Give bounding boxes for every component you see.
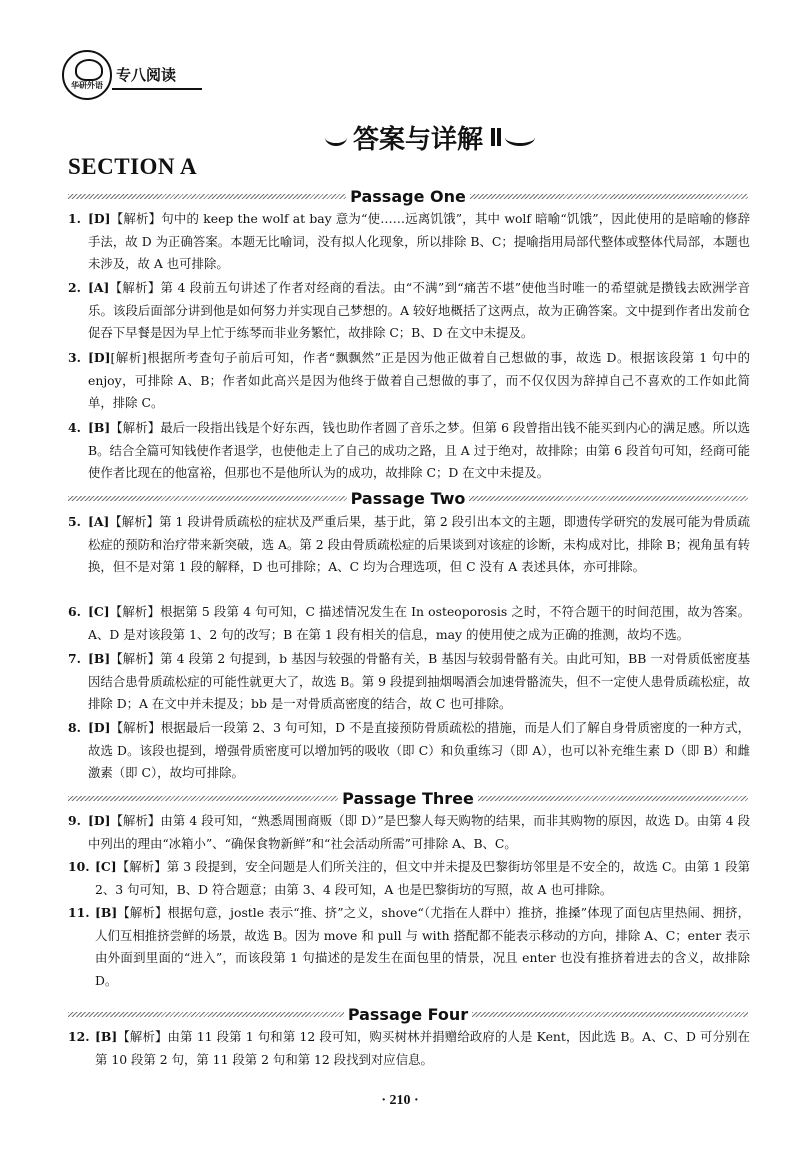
passage-title: Passage Three (342, 788, 474, 808)
question-number: 8. (68, 720, 81, 735)
banner-swash-right-icon (505, 129, 535, 146)
passage-heading (68, 185, 748, 207)
book-title: 专八阅读 (116, 66, 177, 84)
answer-item (68, 810, 750, 855)
analysis-text: 第 3 段提到，安全问题是人们所关注的，但文中并未提及巴黎街坊邻里是不安全的，故选 C。由第 1 段第 2、3 句可知，B、D 符合题意；由第 3、4 段可知，A 也是巴黎街坊的写照，故 A 也可排除。 (95, 859, 750, 897)
answer-key: [D] (88, 720, 111, 735)
answer-item (68, 277, 750, 345)
analysis-text: 第 4 段第 2 句提到，b 基因与较强的骨骼有关，B 基因与较弱骨骼有关。由此可知，BB 一对骨质低密度基因结合患骨质疏松症的可能性就更大了，故选 B。第 9 段提到抽烟喝酒会加速骨骼流失，但不一定使人患骨质疏松症，故排除 D；A 在文中并未提及；bb 是一对骨质高密度的结合，故 C 也可排除。 (88, 651, 751, 711)
analysis-text: 最后一段指出钱是个好东西，钱也助作者圆了音乐之梦。但第 6 段曾指出钱不能买到内心的满足感。所以选 B。结合全篇可知钱使作者退学，也使他走上了自己的成功之路，且 A 过于绝对，故排除；由第 6 段首句可知，经商可能使作者比现在的他富裕，但那也不是他所认为的成功，故排除 C；D 在文中未提及。 (88, 420, 750, 480)
banner-bars-icon (491, 128, 501, 146)
analysis-tag: 【解析】 (117, 1029, 168, 1044)
hatch-divider (470, 194, 748, 199)
passage-heading (68, 787, 748, 809)
hatch-divider (478, 796, 748, 801)
analysis-text: 根据句意，jostle 表示“推、挤”之义，shove“（尤指在人群中）推挤，推搡”体现了面包店里热闹、拥挤，人们互相推挤尝鲜的场景，故选 B。因为 move 和 pull 与 with 搭配都不能表示移动的方向，排除 A、C；enter 表示由外面到里面的“进入”，而该段第 1 句描述的是发生在面包里的情景，况且 enter 也没有推挤着进去的含义，故排除 D。 (95, 905, 750, 988)
question-number: 7. (68, 651, 81, 666)
hatch-divider (469, 496, 748, 501)
question-number: 6. (68, 604, 81, 619)
publisher-logo (62, 50, 112, 100)
passage-title: Passage Two (350, 488, 466, 508)
analysis-tag: 【解析】 (110, 720, 161, 735)
passage-heading (68, 1003, 748, 1025)
question-number: 5. (68, 514, 81, 529)
analysis-tag: 【解析】 (116, 859, 167, 874)
banner-swash-left-icon (325, 129, 347, 146)
question-number: 9. (68, 813, 81, 828)
analysis-text: 第 4 段前五句讲述了作者对经商的看法。由“不满”到“痛苦不堪”使他当时唯一的希望就是攒钱去欧洲学音乐。该段后面部分讲到他是如何努力并实现自己梦想的。A 较好地概括了这两点，故为正确答案。文中提到作者出发前仓促吞下早餐是因为早上忙于练琴而非业务繁忙，故排除 C；B、D 在文中未提及。 (88, 280, 750, 340)
question-number: 2. (68, 280, 81, 295)
answer-item (68, 648, 750, 716)
answer-key: [C] (88, 604, 110, 619)
answer-item (68, 208, 750, 276)
answer-item (68, 856, 750, 901)
header-rule (112, 88, 202, 90)
question-number: 3. (68, 350, 81, 365)
answer-key: [A] (88, 280, 110, 295)
answer-key: [B] (88, 651, 111, 666)
hatch-divider (472, 1012, 748, 1017)
hatch-divider (68, 194, 346, 199)
answer-key: [B] (95, 1029, 118, 1044)
answer-key: [C] (95, 859, 117, 874)
analysis-text: 由第 4 段可知，“熟悉周围商贩（即 D）”是巴黎人每天购物的结果，而非其购物的原因，故选 D。由第 4 段中列出的理由“冰箱小”、“确保食物新鲜”和“社会活动所需”可排除 A、B、C。 (88, 813, 750, 851)
passage-heading (68, 487, 748, 509)
page-number: · 210 · (381, 1093, 419, 1108)
analysis-tag: 【解析】 (110, 813, 161, 828)
hatch-divider (68, 496, 347, 501)
answer-item (68, 511, 750, 579)
hatch-divider (68, 796, 338, 801)
analysis-text: 第 1 段讲骨质疏松的症状及严重后果，基于此，第 2 段引出本文的主题，即遗传学研究的发展可能为骨质疏松症的预防和治疗带来新突破，选 A。第 2 段由骨质疏松症的后果谈到对该症的诊断，未构成对比，排除 B；视角虽有转换，但不是对第 1 段的解释，D 也可排除；A、C 均为合理选项，但 C 没有 A 表述具体，亦可排除。 (88, 514, 750, 574)
logo-text: 华研外语 (71, 81, 103, 90)
analysis-tag: 【解析】 (109, 604, 161, 619)
analysis-tag: 【解析】 (110, 420, 161, 435)
answer-key: [D] (88, 350, 111, 365)
analysis-text: 句中的 keep the wolf at bay 意为“使……远离饥饿”，其中 wolf 暗喻“饥饿”，因此使用的是暗喻的修辞手法，故 D 为正确答案。本题无比喻词，没有拟人化现象，所以排除 B、C；提喻指用局部代整体或整体代局部，本题也未涉及，故 A 也可排除。 (88, 211, 750, 271)
question-number: 12. (68, 1029, 90, 1044)
answer-item (68, 347, 750, 415)
question-number: 4. (68, 420, 81, 435)
analysis-text: 由第 11 段第 1 句和第 12 段可知，购买树林并捐赠给政府的人是 Kent，因此选 B。A、C、D 可分别在第 10 段第 2 句，第 11 段第 2 句和第 12 段找到对应信息。 (95, 1029, 750, 1067)
answer-item (68, 902, 750, 992)
banner-title: 答案与详解 (353, 124, 484, 155)
section-title: SECTION A (68, 154, 198, 179)
analysis-tag: 【解析】 (117, 905, 168, 920)
analysis-text: 根据所考查句子前后可知，作者“飘飘然”正是因为他正做着自己想做的事，故选 D。根据该段第 1 句中的 enjoy，可排除 A、B；作者如此高兴是因为他终于做着自己想做的事了，而不仅仅因为辞掉自己不喜欢的工作如此简单，排除 C。 (88, 350, 750, 410)
question-number: 11. (68, 905, 90, 920)
answer-item (68, 417, 750, 485)
logo-mascot-icon (75, 59, 103, 81)
answer-item (68, 1026, 750, 1071)
answers-banner (325, 120, 535, 154)
analysis-tag: 【解析】 (109, 280, 161, 295)
answer-key: [A] (88, 514, 110, 529)
analysis-tag: 【解析】 (109, 514, 160, 529)
question-number: 10. (68, 859, 90, 874)
answer-key: [B] (95, 905, 118, 920)
passage-title: Passage Four (347, 1004, 469, 1024)
analysis-tag: 【解析】 (110, 211, 162, 226)
question-number: 1. (68, 211, 81, 226)
hatch-divider (68, 1012, 344, 1017)
analysis-tag: 【解析】 (110, 651, 161, 666)
answer-item (68, 601, 750, 646)
analysis-tag: [解析] (110, 350, 147, 365)
answer-item (68, 717, 750, 785)
analysis-text: 根据最后一段第 2、3 句可知，D 不是直接预防骨质疏松的措施，而是人们了解自身骨质密度的一种方式，故选 D。该段也提到，增强骨质密度可以增加钙的吸收（即 C）和负重练习（即 A），也可以补充维生素 D（即 B）和雌激素（即 C），故均可排除。 (88, 720, 750, 780)
answer-key: [D] (88, 813, 111, 828)
answer-key: [B] (88, 420, 111, 435)
answer-key: [D] (88, 211, 111, 226)
passage-title: Passage One (350, 186, 466, 206)
analysis-text: 根据第 5 段第 4 句可知，C 描述情况发生在 In osteoporosis 之时，不符合题干的时间范围，故为答案。A、D 是对该段第 1、2 句的改写；B 在第 1 段有相关的信息，may 的使用使之成为正确的推测，故均不选。 (88, 604, 750, 642)
